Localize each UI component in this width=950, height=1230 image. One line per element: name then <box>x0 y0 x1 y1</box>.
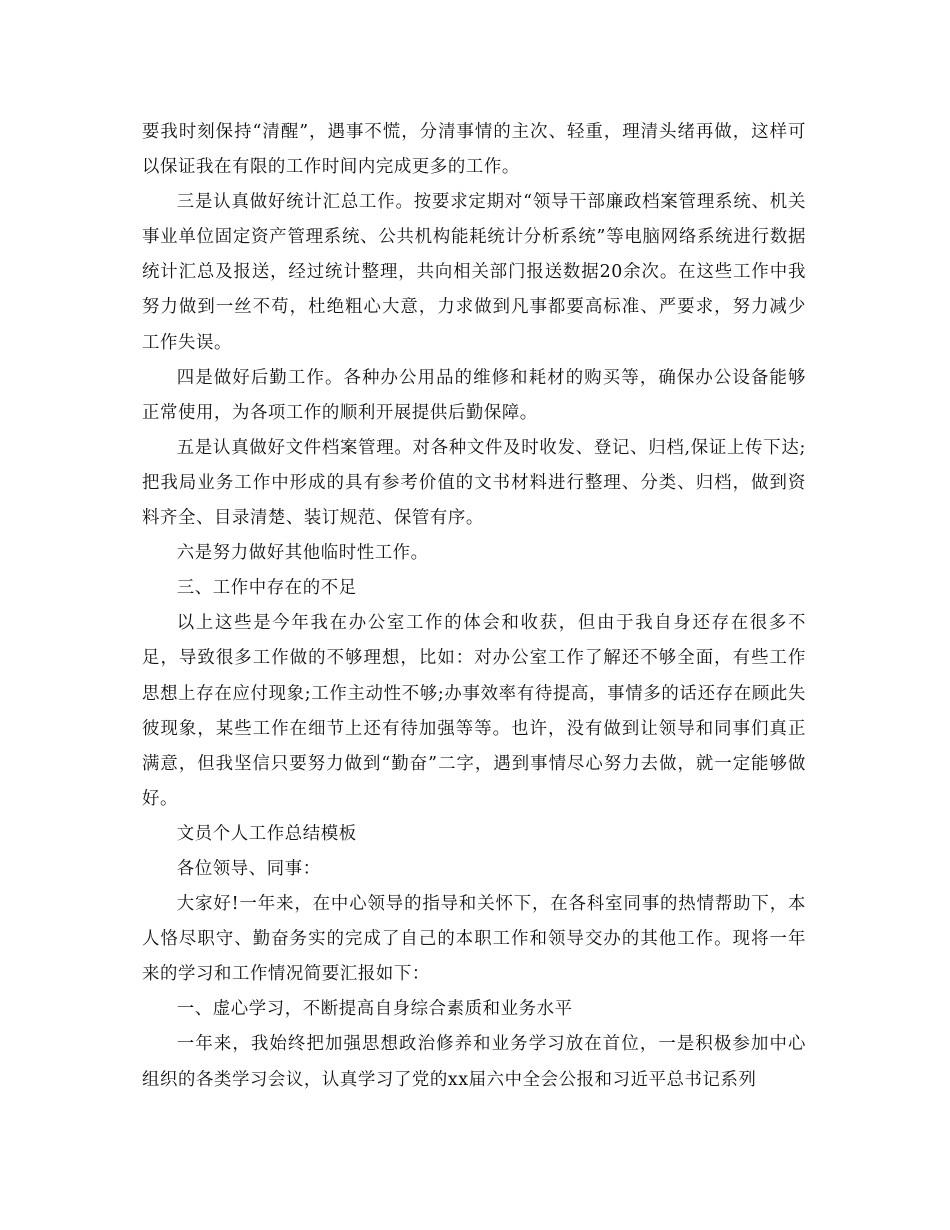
paragraph-archive-management: 五是认真做好文件档案管理。对各种文件及时收发、登记、归档,保证上传下达;把我局业务工作中形成的具有参考价值的文书材料进行整理、分类、归档，做到资料齐全、目录清楚、装订规范、保管有序。 <box>142 437 806 529</box>
document-body <box>142 115 806 1098</box>
document-subtitle: 文员个人工作总结模板 <box>176 823 357 844</box>
paragraph-greeting: 大家好!一年来，在中心领导的指导和关怀下，在各科室同事的热情帮助下，本人恪尽职守、勤奋务实的完成了自己的本职工作和领导交办的其他工作。现将一年来的学习和工作情况简要汇报如下： <box>142 894 806 985</box>
paragraph-learning: 一年来，我始终把加强思想政治修养和业务学习放在首位，一是积极参加中心组织的各类学习会议，认真学习了党的xx届六中全会公报和习近平总书记系列 <box>142 1034 806 1090</box>
paragraph-other-tasks: 六是努力做好其他临时性工作。 <box>176 543 429 564</box>
paragraph-shortcomings: 以上这些是今年我在办公室工作的体会和收获，但由于我自身还存在很多不足，导致很多工作做的不够理想，比如：对办公室工作了解还不够全面，有些工作思想上存在应付现象;工作主动性不够;办事效率有待提高，事情多的话还存在顾此失彼现象，某些工作在细节上还有待加强等等。也许，没有做到让领导和同事们真正满意，但我坚信只要努力做到“勤奋”二字，遇到事情尽心努力去做，就一定能够做好。 <box>142 613 806 809</box>
paragraph-continuation: 要我时刻保持“清醒”，遇事不慌，分清事情的主次、轻重，理清头绪再做，这样可以保证我在有限的工作时间内完成更多的工作。 <box>142 122 806 178</box>
section-heading-learning: 一、虚心学习，不断提高自身综合素质和业务水平 <box>176 999 573 1020</box>
salutation: 各位领导、同事： <box>176 858 321 879</box>
paragraph-logistics-work: 四是做好后勤工作。各种办公用品的维修和耗材的购买等，确保办公设备能够正常使用，为各项工作的顺利开展提供后勤保障。 <box>142 367 806 423</box>
section-heading-shortcomings: 三、工作中存在的不足 <box>176 578 357 599</box>
paragraph-statistics-work: 三是认真做好统计汇总工作。按要求定期对“领导干部廉政档案管理系统、机关事业单位固定资产管理系统、公共机构能耗统计分析系统”等电脑网络系统进行数据统计汇总及报送，经过统计整理，共向相关部门报送数据20余次。在这些工作中我努力做到一丝不苟，杜绝粗心大意，力求做到凡事都要高标准、严要求，努力减少工作失误。 <box>142 192 806 353</box>
